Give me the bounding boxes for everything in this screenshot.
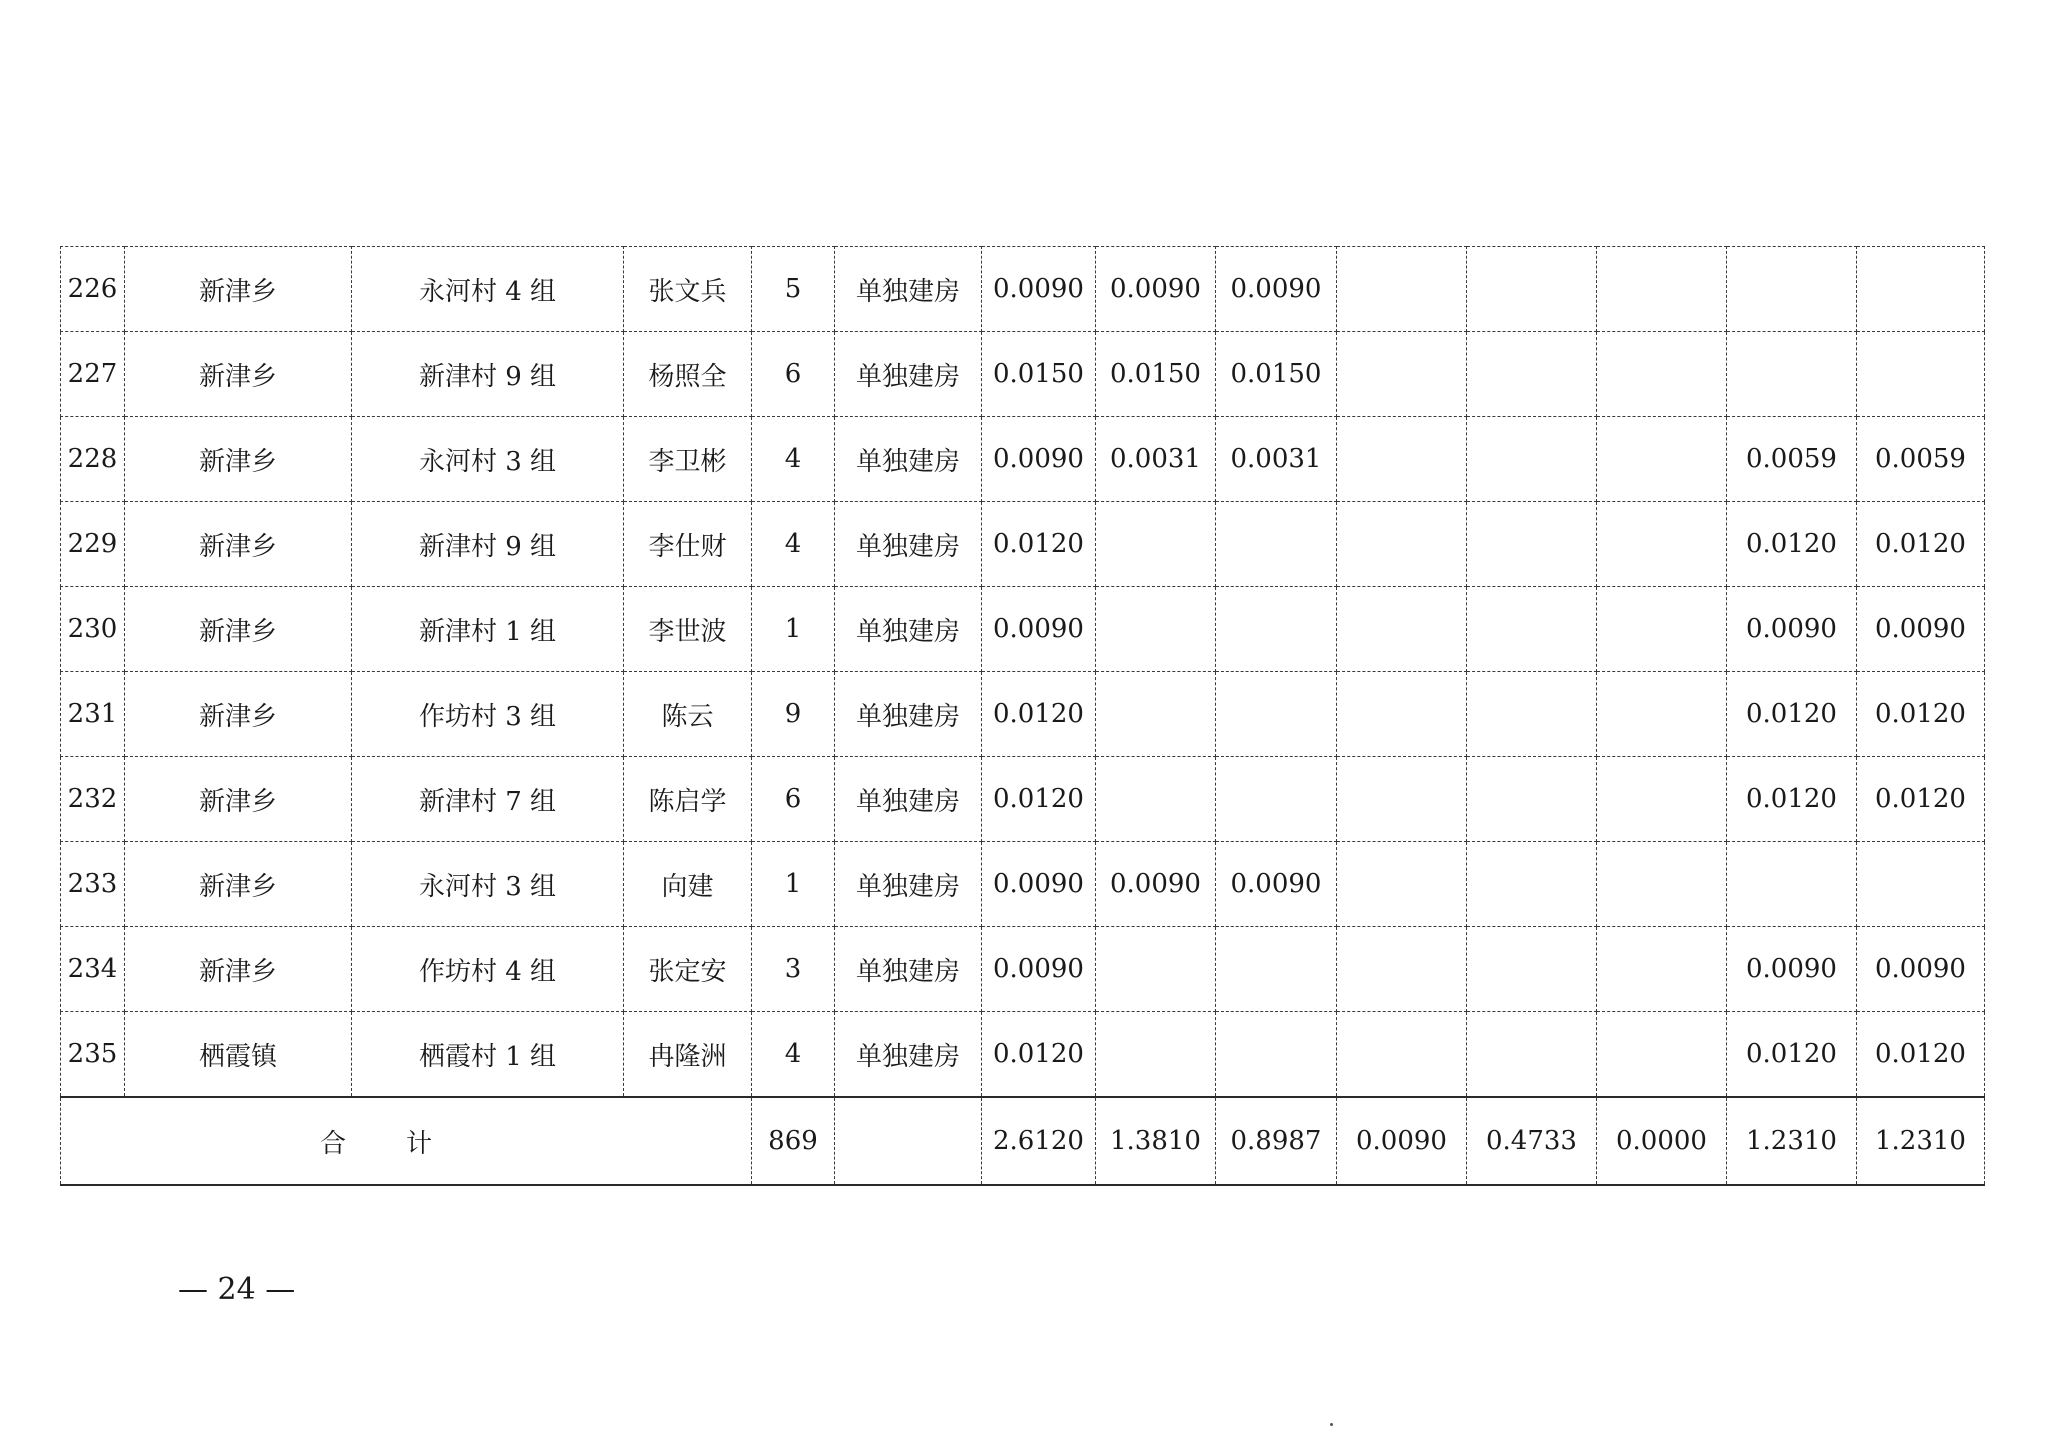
value-cell-5 bbox=[1467, 1012, 1597, 1098]
value-cell-1: 0.0120 bbox=[982, 757, 1096, 842]
value-cell-5 bbox=[1467, 247, 1597, 332]
table-row bbox=[61, 587, 1985, 672]
name-cell: 张文兵 bbox=[624, 247, 752, 332]
value-cell-4 bbox=[1337, 502, 1467, 587]
total-v5: 0.4733 bbox=[1467, 1097, 1597, 1185]
value-cell-2: 0.0150 bbox=[1096, 332, 1216, 417]
total-v4: 0.0090 bbox=[1337, 1097, 1467, 1185]
value-cell-8 bbox=[1857, 332, 1985, 417]
value-cell-4 bbox=[1337, 332, 1467, 417]
village-cell: 新津村 1 组 bbox=[352, 587, 624, 672]
name-cell: 陈启学 bbox=[624, 757, 752, 842]
row-number-cell: 232 bbox=[61, 757, 125, 842]
value-cell-7: 0.0120 bbox=[1727, 1012, 1857, 1098]
village-cell: 永河村 4 组 bbox=[352, 247, 624, 332]
total-v1: 2.6120 bbox=[982, 1097, 1096, 1185]
town-cell: 新津乡 bbox=[125, 332, 352, 417]
count-cell: 6 bbox=[752, 757, 835, 842]
value-cell-7: 0.0059 bbox=[1727, 417, 1857, 502]
table-row bbox=[61, 757, 1985, 842]
name-cell: 冉隆洲 bbox=[624, 1012, 752, 1098]
value-cell-2 bbox=[1096, 1012, 1216, 1098]
name-cell: 张定安 bbox=[624, 927, 752, 1012]
name-cell: 向建 bbox=[624, 842, 752, 927]
value-cell-3 bbox=[1216, 1012, 1337, 1098]
value-cell-6 bbox=[1597, 1012, 1727, 1098]
value-cell-6 bbox=[1597, 842, 1727, 927]
value-cell-3 bbox=[1216, 502, 1337, 587]
type-cell: 单独建房 bbox=[835, 417, 982, 502]
town-cell: 新津乡 bbox=[125, 587, 352, 672]
type-cell: 单独建房 bbox=[835, 502, 982, 587]
value-cell-2: 0.0090 bbox=[1096, 247, 1216, 332]
value-cell-6 bbox=[1597, 502, 1727, 587]
count-cell: 9 bbox=[752, 672, 835, 757]
value-cell-4 bbox=[1337, 757, 1467, 842]
value-cell-2: 0.0090 bbox=[1096, 842, 1216, 927]
value-cell-6 bbox=[1597, 332, 1727, 417]
page-number: — 24 — bbox=[178, 1272, 296, 1307]
table-row bbox=[61, 247, 1985, 332]
table-footer bbox=[61, 1097, 1985, 1185]
value-cell-7: 0.0120 bbox=[1727, 672, 1857, 757]
total-label: 合计 bbox=[61, 1097, 752, 1185]
value-cell-1: 0.0090 bbox=[982, 927, 1096, 1012]
value-cell-2 bbox=[1096, 927, 1216, 1012]
value-cell-8: 0.0090 bbox=[1857, 587, 1985, 672]
town-cell: 新津乡 bbox=[125, 757, 352, 842]
count-cell: 1 bbox=[752, 587, 835, 672]
value-cell-7 bbox=[1727, 247, 1857, 332]
value-cell-2 bbox=[1096, 587, 1216, 672]
value-cell-5 bbox=[1467, 417, 1597, 502]
value-cell-5 bbox=[1467, 332, 1597, 417]
value-cell-8 bbox=[1857, 247, 1985, 332]
value-cell-1: 0.0150 bbox=[982, 332, 1096, 417]
name-cell: 李世波 bbox=[624, 587, 752, 672]
table-row bbox=[61, 672, 1985, 757]
town-cell: 新津乡 bbox=[125, 927, 352, 1012]
total-v6: 0.0000 bbox=[1597, 1097, 1727, 1185]
town-cell: 栖霞镇 bbox=[125, 1012, 352, 1098]
name-cell: 李仕财 bbox=[624, 502, 752, 587]
row-number-cell: 230 bbox=[61, 587, 125, 672]
value-cell-6 bbox=[1597, 587, 1727, 672]
value-cell-4 bbox=[1337, 927, 1467, 1012]
type-cell: 单独建房 bbox=[835, 1012, 982, 1098]
value-cell-1: 0.0120 bbox=[982, 502, 1096, 587]
land-use-table bbox=[60, 246, 1985, 1186]
value-cell-5 bbox=[1467, 757, 1597, 842]
value-cell-7: 0.0090 bbox=[1727, 927, 1857, 1012]
value-cell-8: 0.0120 bbox=[1857, 502, 1985, 587]
count-cell: 6 bbox=[752, 332, 835, 417]
village-cell: 永河村 3 组 bbox=[352, 417, 624, 502]
village-cell: 新津村 7 组 bbox=[352, 757, 624, 842]
type-cell: 单独建房 bbox=[835, 842, 982, 927]
value-cell-4 bbox=[1337, 672, 1467, 757]
value-cell-7 bbox=[1727, 842, 1857, 927]
value-cell-6 bbox=[1597, 247, 1727, 332]
table-row bbox=[61, 332, 1985, 417]
total-v2: 1.3810 bbox=[1096, 1097, 1216, 1185]
value-cell-3 bbox=[1216, 757, 1337, 842]
value-cell-8: 0.0120 bbox=[1857, 757, 1985, 842]
value-cell-3 bbox=[1216, 927, 1337, 1012]
count-cell: 4 bbox=[752, 417, 835, 502]
row-number-cell: 233 bbox=[61, 842, 125, 927]
value-cell-3: 0.0090 bbox=[1216, 247, 1337, 332]
count-cell: 4 bbox=[752, 1012, 835, 1098]
row-number-cell: 235 bbox=[61, 1012, 125, 1098]
value-cell-5 bbox=[1467, 927, 1597, 1012]
type-cell: 单独建房 bbox=[835, 757, 982, 842]
count-cell: 3 bbox=[752, 927, 835, 1012]
town-cell: 新津乡 bbox=[125, 247, 352, 332]
value-cell-1: 0.0120 bbox=[982, 672, 1096, 757]
value-cell-4 bbox=[1337, 247, 1467, 332]
table-row bbox=[61, 1012, 1985, 1098]
value-cell-4 bbox=[1337, 1012, 1467, 1098]
value-cell-8 bbox=[1857, 842, 1985, 927]
name-cell: 李卫彬 bbox=[624, 417, 752, 502]
count-cell: 4 bbox=[752, 502, 835, 587]
value-cell-8: 0.0120 bbox=[1857, 1012, 1985, 1098]
value-cell-3: 0.0090 bbox=[1216, 842, 1337, 927]
value-cell-1: 0.0090 bbox=[982, 842, 1096, 927]
row-number-cell: 231 bbox=[61, 672, 125, 757]
table-row bbox=[61, 417, 1985, 502]
value-cell-1: 0.0090 bbox=[982, 417, 1096, 502]
village-cell: 新津村 9 组 bbox=[352, 332, 624, 417]
value-cell-7: 0.0120 bbox=[1727, 502, 1857, 587]
row-number-cell: 228 bbox=[61, 417, 125, 502]
value-cell-6 bbox=[1597, 757, 1727, 842]
row-number-cell: 234 bbox=[61, 927, 125, 1012]
value-cell-8: 0.0059 bbox=[1857, 417, 1985, 502]
type-cell: 单独建房 bbox=[835, 927, 982, 1012]
value-cell-5 bbox=[1467, 672, 1597, 757]
value-cell-8: 0.0090 bbox=[1857, 927, 1985, 1012]
village-cell: 新津村 9 组 bbox=[352, 502, 624, 587]
value-cell-3: 0.0031 bbox=[1216, 417, 1337, 502]
table-row bbox=[61, 927, 1985, 1012]
village-cell: 作坊村 4 组 bbox=[352, 927, 624, 1012]
total-v7: 1.2310 bbox=[1727, 1097, 1857, 1185]
value-cell-6 bbox=[1597, 672, 1727, 757]
value-cell-3: 0.0150 bbox=[1216, 332, 1337, 417]
type-cell: 单独建房 bbox=[835, 247, 982, 332]
value-cell-3 bbox=[1216, 587, 1337, 672]
value-cell-1: 0.0090 bbox=[982, 247, 1096, 332]
name-cell: 杨照全 bbox=[624, 332, 752, 417]
count-cell: 5 bbox=[752, 247, 835, 332]
village-cell: 栖霞村 1 组 bbox=[352, 1012, 624, 1098]
value-cell-1: 0.0120 bbox=[982, 1012, 1096, 1098]
value-cell-4 bbox=[1337, 842, 1467, 927]
total-v3: 0.8987 bbox=[1216, 1097, 1337, 1185]
town-cell: 新津乡 bbox=[125, 502, 352, 587]
total-v8: 1.2310 bbox=[1857, 1097, 1985, 1185]
value-cell-8: 0.0120 bbox=[1857, 672, 1985, 757]
town-cell: 新津乡 bbox=[125, 842, 352, 927]
value-cell-7 bbox=[1727, 332, 1857, 417]
name-cell: 陈云 bbox=[624, 672, 752, 757]
value-cell-2 bbox=[1096, 502, 1216, 587]
row-number-cell: 226 bbox=[61, 247, 125, 332]
type-cell: 单独建房 bbox=[835, 332, 982, 417]
type-cell: 单独建房 bbox=[835, 587, 982, 672]
value-cell-4 bbox=[1337, 417, 1467, 502]
town-cell: 新津乡 bbox=[125, 672, 352, 757]
value-cell-7: 0.0120 bbox=[1727, 757, 1857, 842]
value-cell-5 bbox=[1467, 502, 1597, 587]
value-cell-5 bbox=[1467, 587, 1597, 672]
table-body bbox=[61, 247, 1985, 1098]
type-cell: 单独建房 bbox=[835, 672, 982, 757]
value-cell-7: 0.0090 bbox=[1727, 587, 1857, 672]
value-cell-6 bbox=[1597, 417, 1727, 502]
village-cell: 永河村 3 组 bbox=[352, 842, 624, 927]
town-cell: 新津乡 bbox=[125, 417, 352, 502]
total-row bbox=[61, 1097, 1985, 1185]
row-number-cell: 227 bbox=[61, 332, 125, 417]
value-cell-2 bbox=[1096, 757, 1216, 842]
value-cell-1: 0.0090 bbox=[982, 587, 1096, 672]
row-number-cell: 229 bbox=[61, 502, 125, 587]
scan-speck bbox=[1330, 1423, 1333, 1426]
table-row bbox=[61, 842, 1985, 927]
value-cell-5 bbox=[1467, 842, 1597, 927]
value-cell-4 bbox=[1337, 587, 1467, 672]
total-count: 869 bbox=[752, 1097, 835, 1185]
value-cell-6 bbox=[1597, 927, 1727, 1012]
table-row bbox=[61, 502, 1985, 587]
value-cell-3 bbox=[1216, 672, 1337, 757]
village-cell: 作坊村 3 组 bbox=[352, 672, 624, 757]
value-cell-2: 0.0031 bbox=[1096, 417, 1216, 502]
total-type bbox=[835, 1097, 982, 1185]
count-cell: 1 bbox=[752, 842, 835, 927]
value-cell-2 bbox=[1096, 672, 1216, 757]
